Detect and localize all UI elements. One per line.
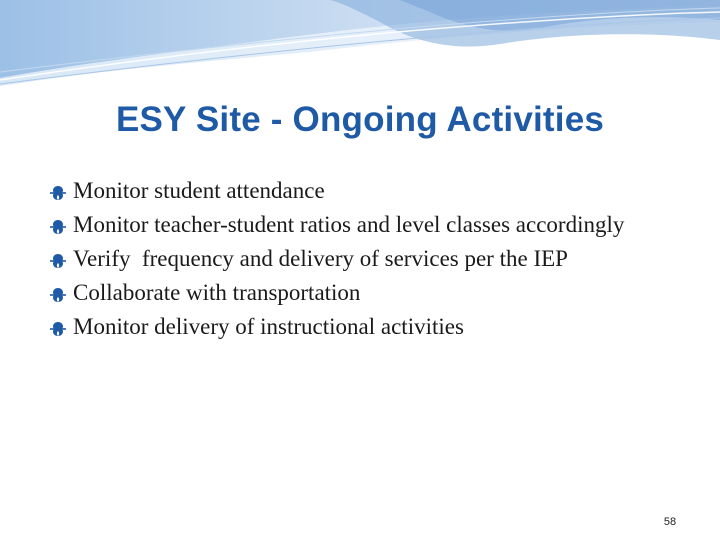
fleuron-bullet-icon <box>49 286 67 304</box>
page-number: 58 <box>663 516 677 528</box>
slide-title: ESY Site - Ongoing Activities <box>115 100 605 139</box>
bullet-text: Monitor student attendance <box>73 178 325 203</box>
bullet-text: Monitor teacher-student ratios and level classes accordingly <box>73 212 625 237</box>
header-swoosh-decoration <box>0 0 720 90</box>
fleuron-bullet-icon <box>49 218 67 236</box>
fleuron-bullet-icon <box>49 320 67 338</box>
bullet-text: Collaborate with transportation <box>73 280 361 305</box>
bullet-list <box>45 174 685 344</box>
bullet-text: Verify frequency and delivery of services per the IEP <box>73 246 568 271</box>
bullet-item <box>45 242 685 276</box>
bullet-item <box>45 208 685 242</box>
bullet-text: Monitor delivery of instructional activities <box>73 314 464 339</box>
fleuron-bullet-icon <box>49 184 67 202</box>
fleuron-bullet-icon <box>49 252 67 270</box>
bullet-item <box>45 174 685 208</box>
bullet-item <box>45 276 685 310</box>
bullet-item <box>45 310 685 344</box>
